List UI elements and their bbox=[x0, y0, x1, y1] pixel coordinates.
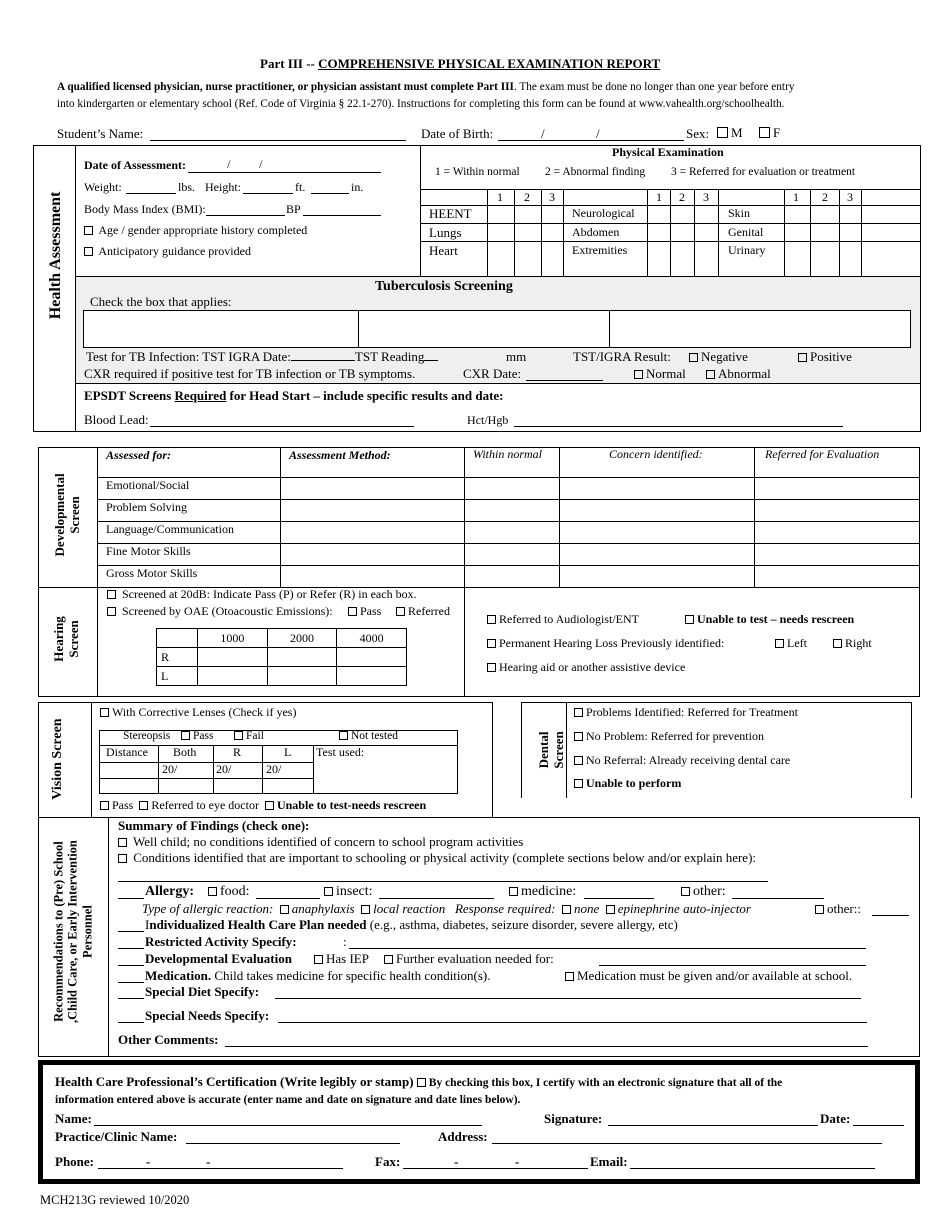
vision-footer bbox=[100, 799, 426, 813]
title-main: COMPREHENSIVE PHYSICAL EXAMINATION REPORT bbox=[318, 56, 661, 71]
cert-address-field[interactable] bbox=[492, 1143, 882, 1144]
sex-label: Sex: bbox=[686, 126, 710, 141]
bmi-field[interactable] bbox=[206, 215, 285, 216]
checkbox-icon bbox=[107, 590, 116, 599]
dev-header-concern: Concern identified: bbox=[609, 447, 703, 461]
reaction-local[interactable]: local reaction bbox=[361, 901, 445, 916]
allergy-medicine[interactable]: medicine: bbox=[509, 884, 576, 900]
form-id: MCH213G reviewed 10/2020 bbox=[40, 1193, 190, 1207]
dev-header-normal: Within normal bbox=[473, 447, 543, 461]
dev-row: Emotional/Social bbox=[106, 478, 190, 492]
checkbox-icon bbox=[685, 615, 694, 624]
cert-signature-field[interactable] bbox=[608, 1125, 818, 1126]
checkbox-icon bbox=[84, 247, 93, 256]
pe-abdomen: Abdomen bbox=[572, 225, 620, 239]
conditions-option[interactable]: Conditions identified that are important to schooling or physical activity (complete sections below and/or explain here): bbox=[118, 851, 756, 866]
tb-option-box-2[interactable] bbox=[358, 310, 610, 348]
pe-legend-3: 3 = Referred for evaluation or treatment bbox=[671, 166, 856, 178]
height-ft-field[interactable] bbox=[243, 193, 293, 194]
checkbox-icon bbox=[339, 731, 348, 740]
special-needs-field[interactable] bbox=[278, 1022, 867, 1023]
checkbox-icon bbox=[487, 615, 496, 624]
weight-label: Weight: bbox=[84, 180, 122, 194]
bp-field[interactable] bbox=[303, 215, 381, 216]
cert-date-field[interactable] bbox=[853, 1125, 904, 1126]
checkbox-icon bbox=[361, 905, 370, 914]
pe-lungs: Lungs bbox=[429, 225, 462, 240]
dental-label: Dental Screen bbox=[536, 731, 566, 769]
checkbox-icon bbox=[84, 226, 93, 235]
allergy-other[interactable]: other: bbox=[681, 884, 726, 900]
hearing-label: Hearing Screen bbox=[51, 616, 81, 662]
guidance-checkbox[interactable]: Anticipatory guidance provided bbox=[84, 245, 251, 259]
checkbox-icon bbox=[265, 801, 274, 810]
stereopsis-pass[interactable]: Pass bbox=[181, 730, 213, 743]
allergy-insect[interactable]: insect: bbox=[324, 884, 373, 900]
pe-neurological: Neurological bbox=[572, 206, 635, 220]
developmental-label: Developmental Screen bbox=[52, 473, 82, 557]
sex-f-option[interactable]: F bbox=[759, 126, 780, 141]
physical-exam-title: Physical Examination bbox=[612, 145, 724, 159]
height-label: Height: bbox=[205, 180, 241, 194]
dental-unable[interactable]: Unable to perform bbox=[574, 777, 681, 791]
dev-header-assessed: Assessed for: bbox=[106, 448, 171, 462]
tb-option-box-3[interactable] bbox=[609, 310, 911, 348]
has-iep[interactable]: Has IEP bbox=[314, 952, 369, 967]
cert-phone-field[interactable] bbox=[98, 1168, 343, 1169]
hct-field[interactable] bbox=[514, 426, 843, 427]
cert-fax-field[interactable] bbox=[403, 1168, 588, 1169]
pe-skin: Skin bbox=[728, 206, 751, 220]
hearing-20db[interactable]: Screened at 20dB: Indicate Pass (P) or Refer (R) in each box. bbox=[107, 588, 417, 602]
checkbox-icon bbox=[324, 887, 333, 896]
checkbox-icon bbox=[574, 732, 583, 741]
dental-option[interactable]: No Referral: Already receiving dental care bbox=[574, 754, 790, 768]
checkbox-icon bbox=[118, 854, 127, 863]
student-name-label: Student’s Name: bbox=[57, 126, 144, 141]
intro-bold: A qualified licensed physician, nurse practitioner, or physician assistant must complete Part III bbox=[57, 81, 514, 93]
ihcp-line[interactable]: Individualized Health Care Plan needed (e.g., asthma, diabetes, seizure disorder, severe allergy, etc) bbox=[145, 917, 678, 932]
hearing-table: 1000 2000 4000 R L bbox=[156, 628, 407, 686]
acuity-r[interactable]: 20/ bbox=[216, 762, 232, 776]
checkbox-icon bbox=[118, 838, 127, 847]
vision-pass[interactable]: Pass bbox=[100, 798, 133, 812]
hearing-aid[interactable]: Hearing aid or another assistive device bbox=[487, 661, 685, 675]
checkbox-icon bbox=[100, 801, 109, 810]
restricted-label: Restricted Activity Specify: bbox=[145, 934, 297, 949]
oae-referred[interactable]: Referred bbox=[396, 605, 450, 619]
dev-row: Gross Motor Skills bbox=[106, 566, 198, 580]
checkbox-icon bbox=[574, 779, 583, 788]
checkbox-icon bbox=[717, 127, 728, 138]
pe-genital: Genital bbox=[728, 225, 764, 239]
reaction-line: Type of allergic reaction: anaphylaxis local reaction Response required: none epinephrine auto-injector bbox=[142, 901, 751, 916]
pe-legend-1: 1 = Within normal bbox=[435, 166, 520, 178]
pe-heart: Heart bbox=[429, 243, 458, 258]
checkbox-icon bbox=[396, 607, 405, 616]
dev-header-method: Assessment Method: bbox=[289, 448, 391, 462]
checkbox-icon bbox=[815, 905, 824, 914]
acuity-l[interactable]: 20/ bbox=[266, 762, 282, 776]
response-none[interactable]: none bbox=[562, 901, 599, 916]
dental-option[interactable]: No Problem: Referred for prevention bbox=[574, 730, 764, 744]
allergy-food[interactable]: food: bbox=[208, 884, 250, 900]
checkbox-icon bbox=[314, 955, 323, 964]
vision-unable[interactable]: Unable to test-needs rescreen bbox=[265, 798, 426, 812]
sex-m-option[interactable]: M bbox=[717, 126, 743, 141]
checkbox-icon bbox=[562, 905, 571, 914]
conditions-field[interactable] bbox=[118, 881, 768, 882]
further-eval-field[interactable] bbox=[599, 965, 866, 966]
hearing-oae[interactable]: Screened by OAE (Otoacoustic Emissions): bbox=[107, 605, 333, 619]
dev-row: Fine Motor Skills bbox=[106, 544, 191, 558]
hearing-audiologist[interactable]: Referred to Audiologist/ENT bbox=[487, 613, 639, 627]
pe-legend-2: 2 = Abnormal finding bbox=[545, 166, 646, 178]
tb-negative[interactable]: Negative bbox=[689, 350, 748, 365]
student-name-field[interactable] bbox=[150, 140, 406, 141]
tb-title: Tuberculosis Screening bbox=[375, 279, 513, 294]
history-checkbox[interactable]: Age / gender appropriate history completed bbox=[84, 224, 307, 238]
dob-sep-2: / bbox=[596, 126, 600, 141]
stereopsis-not-tested[interactable]: Not tested bbox=[339, 730, 398, 743]
dev-header-referred: Referred for Evaluation bbox=[765, 447, 880, 461]
response-epinephrine[interactable]: epinephrine auto-injector bbox=[606, 901, 751, 916]
date-of-assessment-field[interactable] bbox=[188, 172, 381, 173]
checkbox-icon bbox=[759, 127, 770, 138]
cert-name-field[interactable] bbox=[94, 1125, 482, 1126]
pe-urinary: Urinary bbox=[728, 243, 766, 257]
checkbox-icon bbox=[565, 972, 574, 981]
checkbox-icon bbox=[706, 370, 715, 379]
vision-referred[interactable]: Referred to eye doctor bbox=[139, 798, 259, 812]
checkbox-icon bbox=[280, 905, 289, 914]
cxr-date-field[interactable] bbox=[526, 380, 603, 381]
response-other[interactable]: other:: bbox=[815, 902, 861, 917]
checkbox-icon bbox=[798, 353, 807, 362]
dob-field[interactable] bbox=[498, 140, 684, 141]
well-child-option[interactable]: Well child; no conditions identified of concern to school program activities bbox=[118, 835, 523, 850]
cert-practice-field[interactable] bbox=[186, 1143, 400, 1144]
checkbox-icon bbox=[181, 731, 190, 740]
cxr-normal[interactable]: Normal bbox=[634, 367, 686, 382]
checkbox-icon bbox=[574, 708, 583, 717]
stereopsis-fail[interactable]: Fail bbox=[234, 730, 264, 743]
checkbox-icon bbox=[634, 370, 643, 379]
medication-line: Medication. Child takes medicine for specific health condition(s). bbox=[145, 968, 491, 983]
intro-rest: . The exam must be done no longer than one year before entry bbox=[513, 81, 795, 93]
dob-sep-1: / bbox=[541, 126, 545, 141]
title-prefix: Part III -- bbox=[260, 56, 315, 71]
checkbox-icon bbox=[348, 607, 357, 616]
health-assessment-label: Health Assessment bbox=[46, 191, 64, 320]
hearing-unable[interactable]: Unable to test – needs rescreen bbox=[685, 613, 854, 627]
restricted-field[interactable] bbox=[349, 948, 866, 949]
hearing-permanent-loss[interactable]: Permanent Hearing Loss Previously identified: bbox=[487, 637, 724, 651]
checkbox-icon bbox=[208, 887, 217, 896]
checkbox-icon[interactable] bbox=[417, 1078, 426, 1087]
hearing-right[interactable]: Right bbox=[833, 637, 872, 651]
tb-option-box-1[interactable] bbox=[83, 310, 359, 348]
certification-title: Health Care Professional’s Certification (Write legibly or stamp) By checking this box, I certify with an electronic signature that all of the bbox=[55, 1074, 783, 1089]
checkbox-icon bbox=[139, 801, 148, 810]
special-diet-field[interactable] bbox=[275, 998, 861, 999]
blood-lead-field[interactable] bbox=[150, 426, 414, 427]
checkbox-icon bbox=[606, 905, 615, 914]
checkbox-icon bbox=[487, 663, 496, 672]
cert-email-field[interactable] bbox=[630, 1168, 875, 1169]
dental-option[interactable]: Problems Identified: Referred for Treatment bbox=[574, 706, 798, 720]
other-comments-field[interactable] bbox=[225, 1046, 868, 1047]
dev-row: Problem Solving bbox=[106, 500, 188, 514]
intro-text bbox=[57, 81, 794, 94]
date-of-assessment-label: Date of Assessment: bbox=[84, 158, 186, 172]
checkbox-icon bbox=[100, 708, 109, 717]
intro-line2: into kindergarten or elementary school (Ref. Code of Virginia § 22.1-270). Instructions for completing this form can be found at www.vahealth.org/schoolhealth. bbox=[57, 98, 785, 110]
checkbox-icon bbox=[681, 887, 690, 896]
checkbox-icon bbox=[775, 639, 784, 648]
checkbox-icon bbox=[234, 731, 243, 740]
bmi-label: Body Mass Index (BMI): bbox=[84, 202, 206, 216]
tb-positive[interactable]: Positive bbox=[798, 350, 852, 365]
checkbox-icon bbox=[487, 639, 496, 648]
checkbox-icon bbox=[509, 887, 518, 896]
recommendations-label: Recommendations to (Pre) School ,Child Care, or Early Intervention Personnel bbox=[51, 840, 95, 1023]
epsdt-title: EPSDT Screens Required for Head Start – include specific results and date: bbox=[84, 388, 504, 403]
dev-row: Language/Communication bbox=[106, 522, 234, 536]
checkbox-icon bbox=[107, 607, 116, 616]
checkbox-icon bbox=[574, 756, 583, 765]
hearing-left[interactable]: Left bbox=[775, 637, 807, 651]
height-in-field[interactable] bbox=[311, 193, 349, 194]
med-given[interactable]: Medication must be given and/or available at school. bbox=[565, 969, 852, 984]
further-eval[interactable]: Further evaluation needed for: bbox=[384, 952, 554, 967]
pe-extremities: Extremities bbox=[572, 243, 628, 257]
dob-label: Date of Birth: bbox=[421, 126, 494, 141]
vision-label: Vision Screen bbox=[49, 718, 65, 800]
weight-field[interactable] bbox=[126, 193, 176, 194]
checkbox-icon bbox=[833, 639, 842, 648]
bp-label: BP bbox=[286, 202, 301, 216]
pe-heent: HEENT bbox=[429, 206, 472, 221]
page-title bbox=[260, 57, 660, 72]
oae-pass[interactable]: Pass bbox=[348, 605, 381, 619]
tb-test-line: Test for TB Infection: TST IGRA Date: TST Reading bbox=[86, 350, 438, 365]
summary-title: Summary of Findings (check one): bbox=[118, 818, 310, 833]
reaction-anaphylaxis[interactable]: anaphylaxis bbox=[280, 901, 355, 916]
cxr-abnormal[interactable]: Abnormal bbox=[706, 367, 771, 382]
tb-check-label: Check the box that applies: bbox=[90, 294, 232, 309]
vision-corrective[interactable]: With Corrective Lenses (Check if yes) bbox=[100, 706, 296, 720]
checkbox-icon bbox=[689, 353, 698, 362]
acuity-both[interactable]: 20/ bbox=[162, 762, 178, 776]
checkbox-icon bbox=[384, 955, 393, 964]
